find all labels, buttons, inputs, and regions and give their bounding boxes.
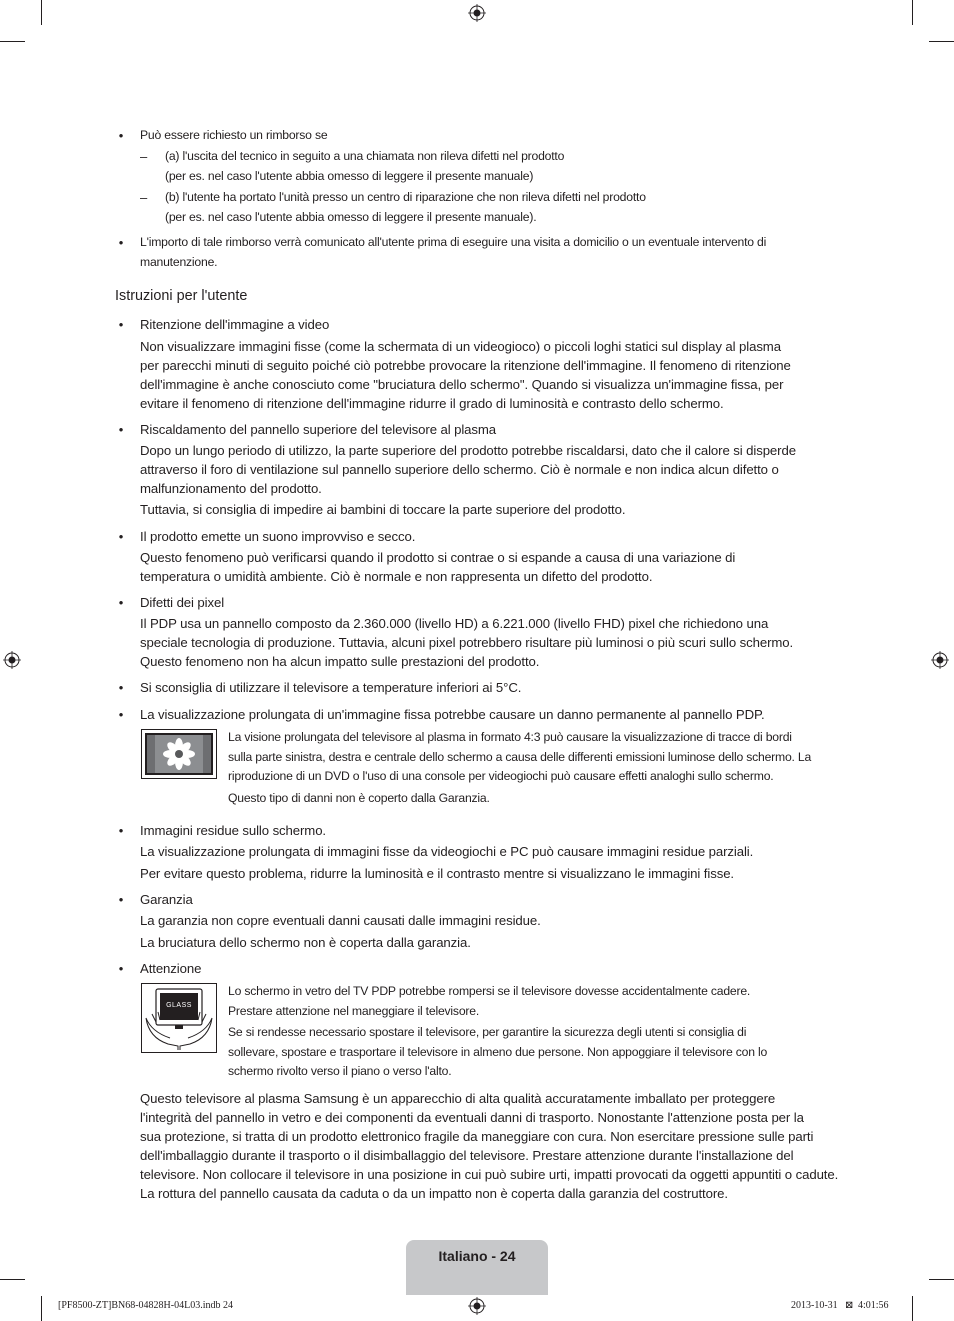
text-line: Questo fenomeno può verificarsi quando il prodotto si contrae o si espande a causa di una variazione di	[140, 550, 736, 565]
dash: –	[140, 190, 148, 205]
text-line: Per evitare questo problema, ridurre la luminosità e il contrasto mentre si visualizzano le immagini fisse.	[140, 866, 734, 881]
bullet: •	[118, 317, 124, 332]
registration-mark-icon	[931, 651, 949, 669]
crop-mark	[41, 1296, 42, 1321]
section-heading: Istruzioni per l'utente	[115, 288, 248, 304]
text-line: per parecchi minuti di seguito poiché ciò potrebbe provocare la ritenzione dell'immagine. Il fenomeno di ritenzione	[140, 358, 791, 373]
text-line: dell'imballaggio durante il trasporto o il disimballaggio del televisore. Prestare attenzione durante l'installazione del	[140, 1148, 794, 1163]
crop-mark	[929, 1279, 954, 1280]
item-paragraph	[140, 441, 796, 498]
item-title: Riscaldamento del pannello superiore del televisore al plasma	[140, 422, 497, 437]
note-text	[228, 1023, 767, 1082]
item-title: Immagini residue sullo schermo.	[140, 823, 326, 838]
text-line: La visione prolungata del televisore al plasma in formato 4:3 può causare la visualizzazione di tracce di bordi	[228, 730, 792, 744]
note-text	[228, 982, 750, 1021]
text-line: evitare il fenomeno di ritenzione dell'immagine ridurre il grado di luminosità e contrasto dello schermo.	[140, 396, 724, 411]
text-line: (b) l'utente ha portato l'unità presso un centro di riparazione che non rileva difetti nel prodotto	[165, 190, 646, 204]
item-paragraph	[140, 337, 791, 413]
tv-burn-in-illustration	[141, 729, 217, 779]
sub-item	[165, 188, 646, 227]
text-line: dell'immagine è anche conosciuto come "bruciatura dello schermo". Quando si visualizza un'immagine fissa, per	[140, 377, 784, 392]
text-line: Se si rendesse necessario spostare il televisore, per garantire la sicurezza degli utenti si consiglia di	[228, 1025, 747, 1039]
text-line: Il PDP usa un pannello composto da 2.360.000 (livello HD) a 6.221.000 (livello FHD) pixel che richiedono una	[140, 616, 769, 631]
crop-mark	[0, 41, 25, 42]
registration-mark-icon	[468, 1297, 486, 1315]
text-line: Questo fenomeno non ha alcun impatto sulle prestazioni del prodotto.	[140, 654, 540, 669]
glass-tv-illustration	[141, 983, 217, 1053]
glass-label: GLASS	[166, 1002, 192, 1009]
crop-mark	[41, 0, 42, 25]
text-line: La garanzia non copre eventuali danni causati dalle immagini residue.	[140, 913, 541, 928]
text-line: Questo tipo di danni non è coperto dalla Garanzia.	[228, 790, 490, 805]
dash: –	[140, 149, 148, 164]
registration-mark-icon	[3, 651, 21, 669]
text-line: sollevare, spostare e trasportare il televisore in almeno due persone. Non appoggiare il televisore con lo	[228, 1044, 768, 1059]
bullet: •	[118, 707, 124, 722]
item-paragraph	[140, 864, 734, 883]
footer-time-icon: ⊠	[845, 1300, 854, 1311]
text-line: speciale tecnologia di produzione. Tuttavia, alcuni pixel potrebbero risultare più luminosi o più scuri sullo schermo.	[140, 635, 794, 650]
item-paragraph	[140, 500, 625, 519]
text-line: Prestare attenzione nel maneggiare il televisore.	[228, 1003, 480, 1018]
intro-bullet-text	[140, 233, 766, 272]
item-paragraph	[140, 933, 471, 952]
text-line: riproduzione di un DVD o l'uso di una console per videogiochi può causare effetti analoghi sullo schermo.	[228, 769, 774, 783]
hands-holding-tv-icon	[142, 984, 216, 1052]
bullet: •	[118, 128, 124, 143]
item-title: Il prodotto emette un suono improvviso e secco.	[140, 529, 416, 544]
text-line: schermo rivolto verso il piano o verso l'alto.	[228, 1064, 452, 1078]
text-line: Non visualizzare immagini fisse (come la schermata di un videogioco) o piccoli loghi statici sul display al plasma	[140, 339, 781, 354]
item-paragraph	[140, 548, 735, 586]
text-line: attraverso il foro di ventilazione sul pannello superiore dello schermo. Ciò è normale e non indica alcun difetto o	[140, 462, 779, 477]
text-line: Dopo un lungo periodo di utilizzo, la parte superiore del prodotto potrebbe riscaldarsi, dato che il calore si disperde	[140, 443, 796, 458]
text-line: manutenzione.	[140, 254, 218, 269]
crop-mark	[929, 41, 954, 42]
item-title: Attenzione	[140, 961, 202, 976]
text-line: Tuttavia, si consiglia di impedire ai bambini di toccare la parte superiore del prodotto.	[140, 502, 626, 517]
footer-date: 2013-10-31	[791, 1300, 838, 1311]
registration-mark-icon	[468, 4, 486, 22]
page-number-tab	[406, 1240, 548, 1295]
text-line: l'integrità del pannello in vetro e dei componenti da eventuali danni di trasporto. Nonostante l'attenzione posta per la	[140, 1110, 804, 1125]
intro-bullet-text: Può essere richiesto un rimborso se	[140, 128, 328, 142]
text-line: Questo televisore al plasma Samsung è un apparecchio di alta qualità accuratamente imballato per proteggere	[140, 1091, 776, 1106]
item-title: Ritenzione dell'immagine a video	[140, 317, 330, 332]
text-line: Lo schermo in vetro del TV PDP potrebbe rompersi se il televisore dovesse accidentalmente cadere.	[228, 984, 751, 998]
bullet: •	[118, 892, 124, 907]
note-text	[228, 728, 811, 808]
crop-mark	[912, 0, 913, 25]
item-title: Difetti dei pixel	[140, 595, 225, 610]
crop-mark	[912, 1296, 913, 1321]
item-title: Garanzia	[140, 892, 193, 907]
text-line: televisore. Non collocare il televisore in una posizione in cui può subire urti, impatti provocati da oggetti appuntiti o cadute.	[140, 1167, 839, 1182]
text-line: malfunzionamento del prodotto.	[140, 481, 322, 496]
text-line: La bruciatura dello schermo non è coperta dalla garanzia.	[140, 935, 471, 950]
text-line: L'importo di tale rimborso verrà comunicato all'utente prima di eseguire una visita a domicilio o un eventuale intervento di	[140, 235, 767, 249]
item-title: La visualizzazione prolungata di un'immagine fissa potrebbe causare un danno permanente al pannello PDP.	[140, 707, 765, 722]
bullet: •	[118, 235, 124, 250]
text-line: (per es. nel caso l'utente abbia omesso di leggere il presente manuale).	[165, 209, 537, 224]
bullet: •	[118, 595, 124, 610]
footer-filename: [PF8500-ZT]BN68-04828H-04L03.indb 24	[58, 1300, 233, 1311]
item-paragraph	[140, 614, 793, 671]
bullet: •	[118, 529, 124, 544]
footer-time: 4:01:56	[858, 1300, 889, 1311]
text-line: sulla parte sinistra, destra e centrale dello schermo a causa delle differenti emissioni luminose dello schermo. La	[228, 749, 812, 764]
text-line: La rottura del pannello causata da caduta o da un impatto non è coperta dalla garanzia del costruttore.	[140, 1186, 728, 1201]
bullet: •	[118, 823, 124, 838]
bullet: •	[118, 961, 124, 976]
text-line: (a) l'uscita del tecnico in seguito a una chiamata non rileva difetti nel prodotto	[165, 149, 565, 163]
sub-item	[165, 147, 564, 186]
bullet: •	[118, 422, 124, 437]
page-number: Italiano - 24	[438, 1248, 516, 1264]
item-paragraph	[140, 842, 753, 861]
crop-mark	[0, 1279, 25, 1280]
item-title: Si sconsiglia di utilizzare il televisore a temperature inferiori ai 5°C.	[140, 680, 522, 695]
text-line: (per es. nel caso l'utente abbia omesso di leggere il presente manuale)	[165, 168, 534, 183]
text-line: sua protezione, si tratta di un prodotto elettronico fragile da maneggiare con cura. Non esercitare pressione sulle parti	[140, 1129, 814, 1144]
text-line: La visualizzazione prolungata di immagini fisse da videogiochi e PC può causare immagini residue parziali.	[140, 844, 754, 859]
closing-paragraph	[140, 1089, 838, 1203]
item-paragraph	[140, 911, 541, 930]
flower-screen-icon	[142, 730, 216, 778]
text-line: temperatura o umidità ambiente. Ciò è normale e non rappresenta un difetto del prodotto.	[140, 569, 653, 584]
bullet: •	[118, 680, 124, 695]
